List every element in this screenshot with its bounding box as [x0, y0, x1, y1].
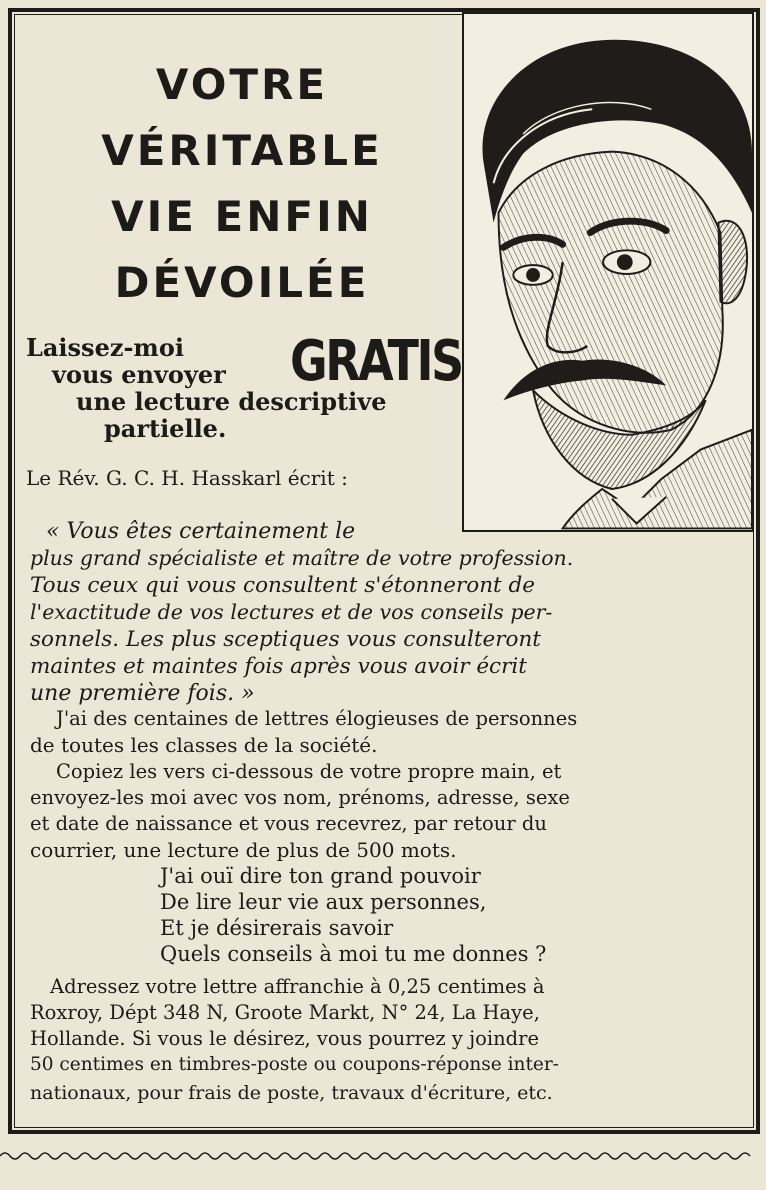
decorative-wavy-rule: [0, 1150, 766, 1162]
paragraph1-line-2: de toutes les classes de la société.: [30, 733, 378, 757]
portrait-engraving: [462, 12, 754, 532]
headline-line-1: VOTRE: [155, 60, 329, 109]
headline-line-4: DÉVOILÉE: [114, 258, 370, 307]
paragraph2-line-3: et date de naissance et vous recevrez, par retour du: [30, 812, 547, 835]
paragraph2-line-4: courrier, une lecture de plus de 500 mots.: [30, 838, 457, 862]
testimonial-author: Le Rév. G. C. H. Hasskarl écrit :: [26, 466, 348, 490]
quote-line-4: l'exactitude de vos lectures et de vos conseils per-: [30, 600, 553, 624]
offer-line-3: une lecture descriptive: [76, 387, 387, 416]
offer-line-2: vous envoyer: [52, 360, 226, 389]
quote-line-5: sonnels. Les plus sceptiques vous consulteront: [30, 627, 541, 652]
verse-line-1: J'ai ouï dire ton grand pouvoir: [160, 864, 481, 888]
quote-line-1: « Vous êtes certainement le: [46, 519, 356, 544]
verse-line-4: Quels conseils à moi tu me donnes ?: [160, 942, 547, 966]
paragraph1-line-1: J'ai des centaines de lettres élogieuses de personnes: [56, 707, 578, 730]
quote-line-2: plus grand spécialiste et maître de votre profession.: [30, 546, 574, 570]
quote-line-6: maintes et maintes fois après vous avoir écrit: [30, 654, 527, 679]
offer-line-4: partielle.: [104, 414, 227, 443]
offer-gratis: GRATIS: [290, 329, 462, 394]
paragraph2-line-2: envoyez-les moi avec vos nom, prénoms, adresse, sexe: [30, 786, 570, 809]
quote-line-7: une première fois. »: [30, 681, 255, 706]
address-line-1: Adressez votre lettre affranchie à 0,25 centimes à: [50, 975, 545, 998]
ad-headline: [22, 52, 462, 316]
address-line-4: 50 centimes en timbres-poste ou coupons-réponse inter-: [30, 1054, 559, 1075]
headline-line-3: VIE ENFIN: [111, 192, 373, 241]
offer-line-1: Laissez-moi: [26, 333, 184, 362]
address-line-2: Roxroy, Dépt 348 N, Groote Markt, N° 24, La Haye,: [30, 1001, 540, 1024]
quote-line-3: Tous ceux qui vous consultent s'étonneront de: [30, 573, 535, 598]
address-line-5: nationaux, pour frais de poste, travaux d'écriture, etc.: [30, 1082, 553, 1104]
paragraph2-line-1: Copiez les vers ci-dessous de votre propre main, et: [56, 760, 562, 783]
man-portrait-illustration: [464, 14, 752, 530]
address-line-3: Hollande. Si vous le désirez, vous pourrez y joindre: [30, 1027, 540, 1050]
verse-line-2: De lire leur vie aux personnes,: [160, 890, 487, 914]
headline-line-2: VÉRITABLE: [101, 126, 383, 175]
verse-line-3: Et je désirerais savoir: [160, 916, 394, 940]
